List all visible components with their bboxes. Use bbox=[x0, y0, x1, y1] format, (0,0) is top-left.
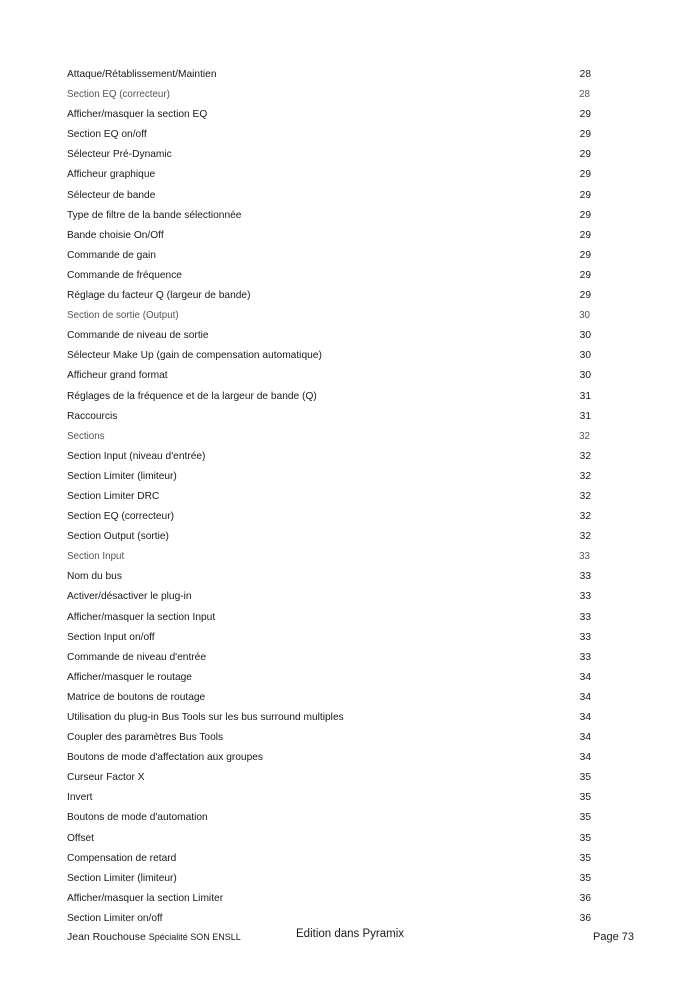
toc-entry[interactable] bbox=[67, 568, 593, 588]
toc-entry-title: Section Limiter on/off bbox=[67, 912, 163, 924]
toc-entry-page-number: 30 bbox=[579, 350, 591, 362]
toc-entry[interactable] bbox=[67, 267, 593, 287]
toc-entry-page-number: 29 bbox=[579, 209, 591, 221]
toc-entry[interactable] bbox=[67, 850, 593, 870]
toc-entry[interactable] bbox=[67, 287, 593, 307]
toc-entry-title: Boutons de mode d'automation bbox=[67, 812, 208, 824]
toc-entry-title: Afficher/masquer la section Input bbox=[67, 611, 216, 623]
toc-entry[interactable] bbox=[67, 749, 593, 769]
toc-entry[interactable] bbox=[67, 227, 593, 247]
toc-entry-title: Afficheur graphique bbox=[67, 169, 156, 181]
toc-entry-title: Raccourcis bbox=[67, 410, 118, 422]
toc-entry-title: Activer/désactiver le plug-in bbox=[67, 591, 192, 603]
toc-entry[interactable] bbox=[67, 689, 593, 709]
toc-entry-page-number: 33 bbox=[579, 651, 591, 663]
toc-entry-title: Curseur Factor X bbox=[67, 772, 145, 784]
toc-entry-title: Sections bbox=[67, 430, 105, 442]
toc-entry[interactable] bbox=[67, 528, 593, 548]
toc-entry-title: Afficher/masquer le routage bbox=[67, 671, 192, 683]
toc-entry-page-number: 32 bbox=[579, 531, 591, 543]
toc-entry-title: Sélecteur de bande bbox=[67, 189, 156, 201]
toc-entry-title: Section Limiter (limiteur) bbox=[67, 872, 177, 884]
toc-entry-title: Section EQ (correcteur) bbox=[67, 511, 175, 523]
toc-entry[interactable] bbox=[67, 468, 593, 488]
toc-entry-page-number: 32 bbox=[579, 430, 590, 442]
toc-entry-title: Section Input on/off bbox=[67, 631, 155, 643]
toc-entry-page-number: 35 bbox=[579, 792, 591, 804]
toc-entry-page-number: 34 bbox=[579, 732, 591, 744]
toc-entry[interactable] bbox=[67, 448, 593, 468]
toc-entry[interactable] bbox=[67, 367, 593, 387]
toc-entry[interactable] bbox=[67, 629, 593, 649]
toc-entry-page-number: 29 bbox=[579, 169, 591, 181]
toc-entry[interactable] bbox=[67, 166, 593, 186]
toc-entry-title: Commande de fréquence bbox=[67, 269, 182, 281]
footer-document-title: Edition dans Pyramix bbox=[296, 928, 405, 940]
toc-entry-page-number: 30 bbox=[579, 310, 590, 322]
toc-entry[interactable] bbox=[67, 870, 593, 890]
toc-entry-page-number: 29 bbox=[579, 290, 591, 302]
toc-section-heading[interactable] bbox=[67, 428, 593, 448]
toc-entry-page-number: 29 bbox=[579, 109, 591, 121]
toc-entry-page-number: 36 bbox=[579, 892, 591, 904]
toc-entry[interactable] bbox=[67, 809, 593, 829]
toc-entry-page-number: 34 bbox=[579, 712, 591, 723]
toc-entry-page-number: 30 bbox=[579, 330, 591, 342]
toc-entry-page-number: 29 bbox=[579, 149, 591, 161]
toc-entry-page-number: 29 bbox=[579, 129, 591, 141]
toc-section-heading[interactable] bbox=[67, 86, 593, 106]
toc-entry[interactable] bbox=[67, 488, 593, 508]
toc-entry-page-number: 31 bbox=[579, 410, 591, 422]
toc-entry[interactable] bbox=[67, 769, 593, 789]
toc-entry[interactable] bbox=[67, 388, 593, 408]
toc-entry-title: Section Limiter DRC bbox=[67, 490, 160, 502]
toc-entry-title: Commande de gain bbox=[67, 249, 156, 261]
toc-entry-title: Afficheur grand format bbox=[67, 370, 168, 382]
toc-entry-title: Matrice de boutons de routage bbox=[67, 691, 206, 703]
toc-entry-title: Réglages de la fréquence et de la largeur de bande (Q) bbox=[67, 390, 317, 402]
toc-entry-page-number: 28 bbox=[579, 69, 591, 80]
toc-entry-title: Sélecteur Pré-Dynamic bbox=[67, 149, 172, 161]
toc-entry-title: Section EQ (correcteur) bbox=[67, 89, 170, 101]
toc-entry-title: Bande choisie On/Off bbox=[67, 229, 164, 241]
toc-entry-page-number: 30 bbox=[579, 370, 591, 382]
toc-entry-title: Nom du bus bbox=[67, 571, 122, 583]
toc-entry[interactable] bbox=[67, 327, 593, 347]
toc-entry-page-number: 34 bbox=[579, 691, 591, 703]
toc-entry-title: Commande de niveau d'entrée bbox=[67, 651, 206, 663]
toc-entry-page-number: 29 bbox=[579, 249, 591, 261]
toc-entry-page-number: 33 bbox=[579, 631, 591, 643]
toc-entry-title: Compensation de retard bbox=[67, 852, 177, 864]
toc-entry-title: Section de sortie (Output) bbox=[67, 310, 179, 322]
toc-entry[interactable] bbox=[67, 126, 593, 146]
toc-entry-title: Section Output (sortie) bbox=[67, 531, 169, 543]
toc-entry-page-number: 29 bbox=[579, 269, 591, 281]
toc-entry-page-number: 33 bbox=[579, 551, 590, 563]
toc-entry[interactable] bbox=[67, 890, 593, 910]
toc-entry-page-number: 35 bbox=[579, 872, 591, 884]
toc-entry-title: Type de filtre de la bande sélectionnée bbox=[67, 209, 242, 221]
toc-entry[interactable] bbox=[67, 187, 593, 207]
toc-entry-title: Afficher/masquer la section Limiter bbox=[67, 892, 224, 904]
toc-entry-page-number: 34 bbox=[579, 671, 591, 683]
toc-entry[interactable] bbox=[67, 106, 593, 126]
toc-section-heading[interactable] bbox=[67, 548, 593, 568]
toc-entry-page-number: 33 bbox=[579, 591, 591, 603]
toc-entry-page-number: 36 bbox=[579, 912, 591, 924]
page-footer bbox=[67, 928, 634, 944]
table-of-contents bbox=[67, 66, 593, 930]
toc-entry-title: Section Limiter (limiteur) bbox=[67, 470, 177, 482]
toc-entry[interactable] bbox=[67, 588, 593, 608]
toc-entry[interactable] bbox=[67, 789, 593, 809]
toc-entry-title: Section EQ on/off bbox=[67, 129, 147, 141]
toc-section-heading[interactable] bbox=[67, 307, 593, 327]
toc-entry-page-number: 32 bbox=[579, 470, 591, 482]
toc-entry-title: Invert bbox=[67, 792, 93, 804]
toc-entry-title: Attaque/Rétablissement/Maintien bbox=[67, 69, 217, 80]
footer-author bbox=[67, 931, 241, 943]
toc-entry-page-number: 29 bbox=[579, 189, 591, 201]
toc-entry-title: Sélecteur Make Up (gain de compensation automatique) bbox=[67, 350, 322, 362]
toc-entry-page-number: 28 bbox=[579, 89, 590, 101]
toc-entry[interactable] bbox=[67, 347, 593, 367]
toc-entry[interactable] bbox=[67, 66, 593, 86]
toc-entry-title: Coupler des paramètres Bus Tools bbox=[67, 732, 224, 744]
toc-entry-title: Section Input bbox=[67, 551, 125, 563]
toc-entry[interactable] bbox=[67, 729, 593, 749]
toc-entry[interactable] bbox=[67, 408, 593, 428]
toc-entry-page-number: 35 bbox=[579, 832, 591, 844]
toc-entry[interactable] bbox=[67, 709, 593, 729]
footer-author-name: Jean Rouchouse bbox=[67, 931, 146, 943]
toc-entry-page-number: 32 bbox=[579, 490, 591, 502]
toc-entry[interactable] bbox=[67, 247, 593, 267]
toc-entry-page-number: 29 bbox=[579, 229, 591, 241]
toc-entry[interactable] bbox=[67, 508, 593, 528]
toc-entry[interactable] bbox=[67, 207, 593, 227]
toc-entry-page-number: 35 bbox=[579, 772, 591, 784]
toc-entry-title: Réglage du facteur Q (largeur de bande) bbox=[67, 290, 251, 302]
toc-entry-page-number: 33 bbox=[579, 611, 591, 623]
toc-entry[interactable] bbox=[67, 609, 593, 629]
toc-entry-title: Boutons de mode d'affectation aux groupes bbox=[67, 752, 264, 764]
toc-entry-page-number: 32 bbox=[579, 450, 591, 462]
footer-speciality: Spécialité SON ENSLL bbox=[148, 932, 241, 942]
toc-entry[interactable] bbox=[67, 146, 593, 166]
toc-entry[interactable] bbox=[67, 669, 593, 689]
toc-entry-page-number: 31 bbox=[579, 390, 591, 402]
toc-entry-title: Section Input (niveau d'entrée) bbox=[67, 450, 206, 462]
toc-entry-page-number: 34 bbox=[579, 752, 591, 764]
toc-entry-title: Utilisation du plug-in Bus Tools sur les bus surround multiples bbox=[67, 712, 344, 723]
toc-entry-title: Afficher/masquer la section EQ bbox=[67, 109, 208, 121]
toc-entry[interactable] bbox=[67, 649, 593, 669]
toc-entry-title: Offset bbox=[67, 832, 94, 844]
footer-page-number: Page 73 bbox=[593, 931, 634, 943]
toc-entry-page-number: 35 bbox=[579, 852, 591, 864]
toc-entry-title: Commande de niveau de sortie bbox=[67, 330, 209, 342]
toc-entry-page-number: 33 bbox=[579, 571, 591, 583]
toc-entry[interactable] bbox=[67, 830, 593, 850]
toc-entry-page-number: 32 bbox=[579, 511, 591, 523]
toc-entry-page-number: 35 bbox=[579, 812, 591, 824]
